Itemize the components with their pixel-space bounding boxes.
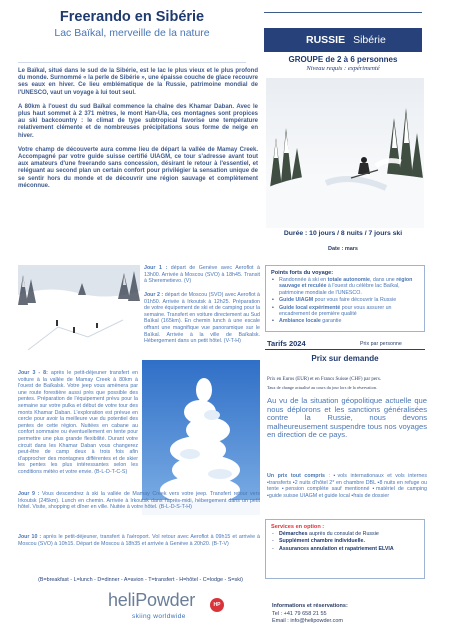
page-title: Freerando en Sibérie	[59, 9, 205, 25]
list-item: • Guide UIAGM pour vous faire découvrir la Russie	[271, 297, 419, 303]
day-text: départ de Genève avec Aeroflot à 13h00. Arrivée à Moscou (SVO) à 18h45. Transit à Sheremetievo. (V)	[144, 265, 260, 285]
touring-photo	[18, 265, 140, 357]
divider	[265, 349, 425, 350]
intro-paragraph: Le Baïkal, situé dans le sud de la Sibérie, est le lac le plus vieux et le plus profond du monde. Surnommé « la perle de Sibérie », une épaisse couche de glace recouvre ses eaux en hiver. Ce lieu emblématique de la Russie, patrimoine mondial de l'UNESCO, vaut un voyage à lui tout seul.	[18, 68, 258, 96]
itinerary-day10	[18, 534, 260, 547]
trip-date: Date : mars	[328, 246, 358, 252]
day-text: après le petit-déjeuner, transfert à l'aéroport. Vol retour avec Aeroflot à 09h15 et arrivée à Moscou (SVO) à 10h15. Départ de Moscou à 18h35 et arrivée à Genève à 20h20. (B-T-V)	[18, 534, 260, 547]
brand-logo	[108, 590, 195, 611]
price-on-request: Prix sur demande	[311, 354, 379, 363]
list-item: - Démarches auprès du consulat de Russie	[271, 531, 419, 537]
meal-legend: (B=breakfast - L=lunch - D=dinner - A=avion - T=transfert - H=hôtel - C=lodge - S=ski)	[38, 577, 243, 583]
skier-photo	[266, 78, 424, 228]
contact-info	[272, 603, 348, 626]
destination-bar	[264, 28, 422, 52]
contact-email[interactable]: Email : info@helipowder.com	[272, 618, 344, 625]
day-label: Jour 2 :	[144, 292, 164, 298]
region-label: Sibérie	[353, 34, 386, 46]
price-includes	[267, 473, 427, 499]
intro-paragraph: A 80km à l'ouest du sud Baïkal commence la chaîne des Khamar Daban. Avec le plus haut sommet à 2 371 mètres, le mont Han-Ula, ces montagnes sont propices au ski backcountry : le climat de type subtropical favorise une température relativement clémente et de nombreuses précipitations sous forme de neige en hiver.	[18, 103, 258, 139]
logo-heli: heli	[108, 590, 136, 610]
itinerary-day2	[144, 292, 260, 345]
list-item: - Supplément chambre individuelle.	[271, 538, 419, 544]
services-box	[265, 519, 425, 579]
intro-text	[18, 68, 258, 197]
includes-label: Un prix tout compris	[267, 473, 325, 479]
day-text: Vous descendrez à ski la vallée de Mamay Creek vers votre jeep. Transfert retour vers Irkoutsk (245km). Lunch en chemin. Arrivée à Irkoutsk dans l'après-midi, hébergement dans un petit hôtel. Visite, shopping et dîner en ville. Nuitée à votre hôtel. (B-L-D-S-T-H)	[18, 491, 260, 511]
logo-mark-icon: HP	[210, 598, 224, 612]
header-line	[264, 12, 422, 13]
tarifs-title: Tarifs 2024	[267, 339, 306, 348]
itinerary-day9	[18, 491, 260, 511]
list-item: • Ambiance locale garantie	[271, 318, 419, 324]
highlights-box	[265, 265, 425, 332]
day-label: Jour 3 - 8:	[18, 370, 48, 376]
itinerary-day3-8	[18, 370, 138, 476]
level-required: Niveau requis : expérimenté	[306, 65, 380, 72]
list-item: • Randonnée à ski en totale autonomie, dans une région sauvage et reculée à l'ouest du célèbre lac Baïkal, patrimoine mondiale de l'UNESCO.	[271, 277, 419, 296]
list-item: - Assurances annulation et rapatriement ELVIA	[271, 546, 419, 552]
contact-phone: Tel : +41 79 658 21 55	[272, 610, 327, 617]
group-size: GROUPE de 2 à 6 personnes	[288, 55, 398, 64]
exchange-note: Taux de change actualisé au cours du jour lors de la réservation.	[267, 385, 377, 390]
country-label: RUSSIE	[306, 34, 346, 46]
contact-title: Informations et réservations:	[272, 603, 348, 609]
highlights-list	[271, 277, 419, 325]
day-label: Jour 9 :	[18, 491, 40, 497]
intro-paragraph: Votre champ de découverte aura comme lieu de départ la vallée de Mamay Creek. Accompagné par votre guide suisse certifié UIAGM, ce tour s'adresse avant tout aux amateurs d'une freerando sans concession, désirant le retour à l'essentiel, et reléguant au second plan un certain confort pour privilégier la sensation unique de se sentir hors du monde et de découvrir une région sauvage et complètement méconnue.	[18, 146, 258, 189]
geopolitical-note: Au vu de la situation géopolitique actuelle que nous déplorons et les sanctions généralisées contre la Russie, nous devons malheureusement suspendre tous nos voyages en direction de ce pays.	[267, 396, 427, 440]
logo-powder: Powder	[135, 590, 196, 610]
itinerary-day1	[144, 265, 260, 285]
day-text: après le petit-déjeuner transfert en voiture à la vallée de Mamay Creek à 80km à l'ouest de Baïkalsk. Votre jeep vous amènera par une route forestière aussi près que possible des pentes. Préparation de l'équipement prévu pour la semaine sur votre pulka et début de votre tour des monts Khamar Daban. L'exploration est prévue en cercle pour avoir la meilleure vue du potentiel des pentes de cette région. Nuitées en cabane au confort sommaire ou éventuellement en tente pour permettre une plus grande flexibilité. Durant votre circuit dans les Khamar Daban vous changerez peut-être de camp deux à trois fois afin d'approcher des montagnes différentes et de skier les pentes les plus intéressantes selon les conditions météo et votre envie. (B-L-D-T-C-S)	[18, 370, 138, 475]
currency-note: Prix en Euros (EUR) et en Francs Suisse (CHF) par pers.	[267, 377, 382, 382]
includes-text: : ▪vols internationaux et vols internes ▪transferts ▪2 nuits d'hôtel 2* en chambre DBL ▪8 nuits en refuge ou tente ▪pension complète sauf mentionné ▪matériel de camping ▪guide suisse UIAGM et guide local ▪frais de dossier	[267, 473, 428, 499]
per-person-label: Prix par personne	[360, 341, 402, 347]
highlights-title: Points forts du voyage:	[271, 270, 334, 276]
list-item: • Guide local expérimenté pour vous assurer un encadrement de première qualité	[271, 305, 419, 318]
day-label: Jour 1 :	[144, 265, 168, 271]
services-list	[271, 531, 419, 552]
logo-tagline: skiing worldwide	[132, 613, 186, 620]
day-label: Jour 10 :	[18, 534, 42, 540]
page-subtitle: Lac Baïkal, merveille de la nature	[54, 27, 210, 39]
services-title: Services en option :	[271, 524, 325, 530]
day-text: départ de Moscou (SVO) avec Aeroflot à 01h50. Arrivée à Irkoutsk à 12h25. Préparation de votre équipement de ski et de camping pour la semaine. Transfert en voiture directement au Sud Baïkal (165km). En chemin lunch à une escale offrant une magnifique vue panoramique sur le Baïkal. Arrivée à la ville de Baïkalsk. Hébergement dans un petit hôtel. (V-T-H)	[144, 292, 261, 345]
trip-duration: Durée : 10 jours / 8 nuits / 7 jours ski	[283, 230, 403, 237]
divider	[18, 62, 246, 63]
